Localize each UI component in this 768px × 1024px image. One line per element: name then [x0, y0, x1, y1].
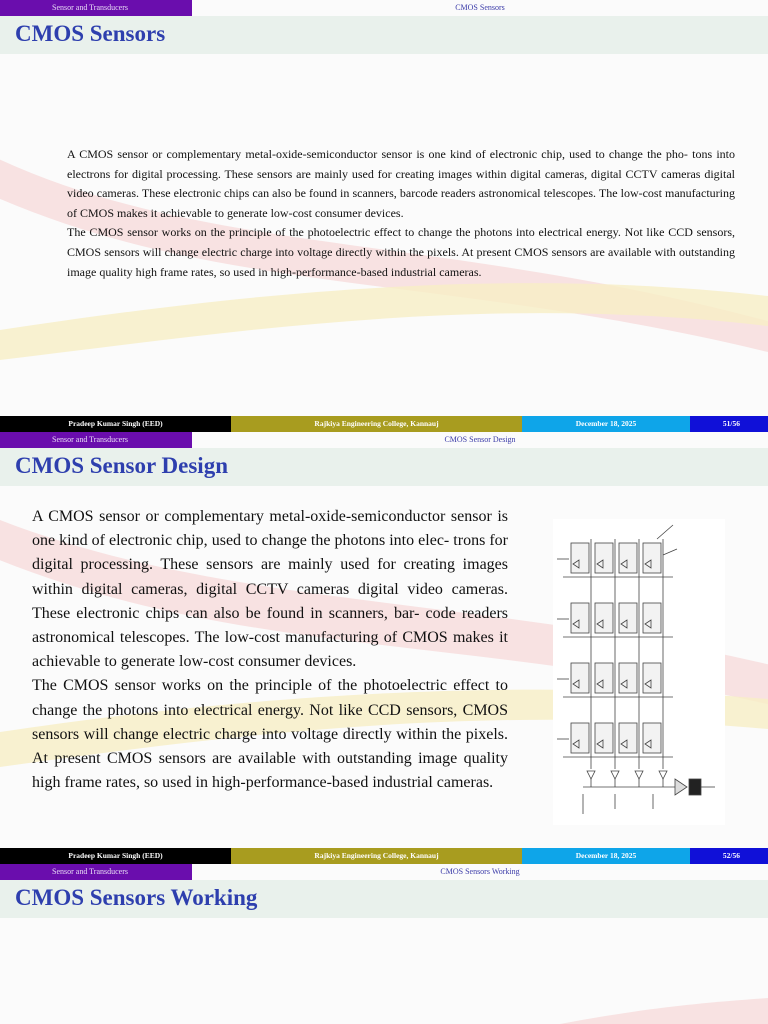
- footer-date[interactable]: December 18, 2025: [522, 848, 690, 864]
- footer-page-number[interactable]: 51/56: [690, 416, 768, 432]
- footer-page-number[interactable]: 52/56: [690, 848, 768, 864]
- footer-author[interactable]: Pradeep Kumar Singh (EED): [0, 416, 231, 432]
- header-subsection-label[interactable]: CMOS Sensors Working: [440, 867, 520, 876]
- title-bar: [0, 880, 768, 918]
- slide-body-text: A CMOS sensor or complementary metal-oxide-semiconductor sensor is one kind of electronic chip, used to change the pho- tons into electrons for digital processing. These sensors are mainly used for creating images within digital cameras, digital CCTV cameras digital video cameras. These electronic chips can also be found in scanners, barcode readers astronomical telescopes. The low-cost manufacturing of CMOS makes it achievable to generate low-cost consumer devices. The CMOS sensor works on the principle of the photoelectric effect to change the photons into electrical energy. Not like CCD sensors, CMOS sensors will change electric charge into voltage directly within the pixels. At present CMOS sensors are available with outstanding image quality high frame rates, so used in high-performance-based industrial cameras.: [67, 147, 735, 279]
- title-bar: [0, 448, 768, 486]
- slide-52: [0, 432, 768, 848]
- slide-title: CMOS Sensor Design: [15, 453, 228, 478]
- slide-53: [0, 864, 768, 1024]
- header-section-label[interactable]: Sensor and Transducers: [0, 0, 192, 16]
- slide-header: [0, 864, 768, 880]
- footer-institute[interactable]: Rajkiya Engineering College, Kannauj: [231, 848, 522, 864]
- footer-author[interactable]: Pradeep Kumar Singh (EED): [0, 848, 231, 864]
- cmos-pixel-array-diagram-icon: [553, 519, 725, 825]
- footer-51: [0, 416, 768, 432]
- slide-title: CMOS Sensors Working: [15, 885, 258, 910]
- footer-52: [0, 848, 768, 864]
- header-subsection-label[interactable]: CMOS Sensor Design: [444, 435, 516, 444]
- slide-title: CMOS Sensors: [15, 21, 166, 46]
- title-bar: [0, 16, 768, 54]
- footer-institute[interactable]: Rajkiya Engineering College, Kannauj: [231, 416, 522, 432]
- header-subsection-label[interactable]: CMOS Sensors: [455, 3, 505, 12]
- slide-header: [0, 0, 768, 16]
- header-section-label[interactable]: Sensor and Transducers: [0, 864, 192, 880]
- slide-body-text: A CMOS sensor or complementary metal-oxide-semiconductor sensor is one kind of electronic chip, used to change the photons into elec- trons for digital processing. These sensors are mainly used for creating images within digital cameras, digital CCTV cameras digital video cameras. These electronic chips can also be found in scanners, bar- code readers astronomical telescopes. The low-cost manufacturing of CMOS makes it achievable to generate low-cost consumer devices. The CMOS sensor works on the principle of the photoelectric effect to change the photons into electrical energy. Not like CCD sensors, CMOS sensors will change electric charge into voltage directly within the pixels. At present CMOS sensors are available with outstanding image quality high frame rates, so used in high-performance-based industrial cameras.: [32, 508, 508, 792]
- slide-51: [0, 0, 768, 416]
- footer-date[interactable]: December 18, 2025: [522, 416, 690, 432]
- header-section-label[interactable]: Sensor and Transducers: [0, 432, 192, 448]
- slide-header: [0, 432, 768, 448]
